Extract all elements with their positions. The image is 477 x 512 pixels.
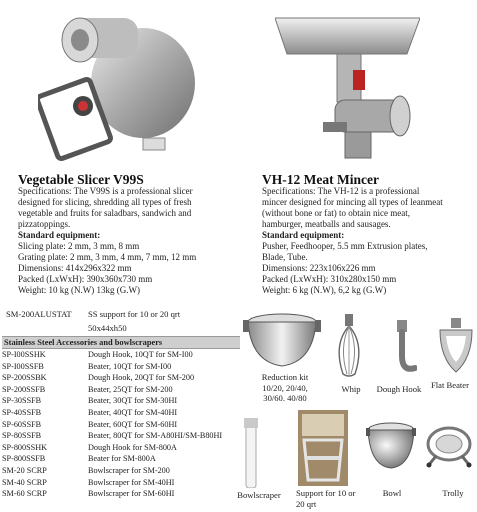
trolly-caption: Trolly — [442, 488, 464, 498]
accessory-row — [2, 477, 240, 489]
accessories-rows — [2, 349, 240, 500]
accessory-code: SM-20 SCRP — [2, 465, 47, 475]
slicer-spec-line: vegetable and fruits for saladbars, sandwich and — [18, 208, 192, 218]
support-description: SS support for 10 or 20 qrt — [88, 309, 181, 319]
mincer-specs — [262, 186, 443, 296]
bowl-caption: Bowl — [382, 488, 402, 498]
slicer-equipment-line: Slicing plate: 2 mm, 3 mm, 8 mm — [18, 241, 140, 251]
accessory-description: Beater, 40QT for SM-40HI — [88, 407, 178, 417]
accessory-row — [2, 372, 240, 384]
slicer-equipment-label: Standard equipment: — [18, 230, 101, 240]
flat-beater-caption: Flat Beater — [431, 380, 469, 390]
mincer-equipment-label: Standard equipment: — [262, 230, 345, 240]
accessory-description: Dough Hook, 20QT for SM-200 — [88, 373, 195, 383]
accessory-code: SP-200SSBK — [2, 373, 47, 383]
support-image — [298, 410, 348, 486]
accessories-table — [2, 336, 240, 500]
accessory-row — [2, 419, 240, 431]
slicer-spec-line: Specifications: The V99S is a professional slicer — [18, 186, 193, 196]
dough-hook-image — [387, 320, 417, 374]
reduction-kit-caption: Reduction kit 10/20, 20/40, 30/60. 40/80 — [261, 372, 309, 403]
accessory-code: SP-800SSFB — [2, 454, 46, 464]
accessory-row — [2, 453, 240, 465]
accessory-description: Beater, 25QT for SM-200 — [88, 384, 173, 394]
mincer-spec-line: (without bone or fat) to obtain nice meat, — [262, 208, 410, 218]
slicer-equipment-line: Packed (LxWxH): 390x360x730 mm — [18, 274, 153, 284]
accessory-code: SP-800SSHK — [2, 442, 48, 452]
accessory-code: SP-40SSFB — [2, 407, 42, 417]
meat-mincer-image — [275, 14, 420, 164]
accessory-row — [2, 395, 240, 407]
accessory-row — [2, 430, 240, 442]
reduction-kit-image — [243, 312, 321, 370]
whip-image — [333, 314, 365, 378]
slicer-equipment-line: Dimensions: 414x296x322 mm — [18, 263, 132, 273]
mincer-equipment-line: Packed (LxWxH): 310x280x150 mm — [262, 274, 397, 284]
bowl-image — [366, 420, 416, 472]
accessory-description: Dough Hook, 10QT for SM-I00 — [88, 350, 193, 359]
accessory-description: Beater, 30QT for SM-30HI — [88, 396, 178, 406]
accessory-row — [2, 349, 240, 361]
accessory-code: SP-I00SSHK — [2, 350, 46, 359]
accessory-row — [2, 465, 240, 477]
mincer-equipment-line: Weight: 6 kg (N.W), 6,2 kg (G.W) — [262, 285, 387, 295]
accessory-row — [2, 407, 240, 419]
slicer-specs — [18, 186, 196, 296]
accessory-row — [2, 442, 240, 454]
mincer-equipment-line: Pusher, Feedhooper, 5.5 mm Extrusion plates, — [262, 241, 428, 251]
flat-beater-image — [436, 318, 476, 374]
slicer-spec-line: designed for slicing, shredding all types of fresh — [18, 197, 192, 207]
accessory-description: Beater, 80QT for SM-A80HI/SM-B80HI — [88, 431, 223, 441]
dough-hook-caption: Dough Hook — [376, 384, 422, 394]
mincer-title: VH-12 Meat Mincer — [262, 172, 379, 187]
support-code: SM-200ALUSTAT — [6, 309, 72, 319]
accessory-row — [2, 488, 240, 500]
mincer-equipment-line: Blade, Tube. — [262, 252, 308, 262]
bowlscraper-caption: Bowlscraper — [237, 490, 281, 500]
whip-caption: Whip — [341, 384, 361, 394]
accessory-description: Dough Hook for SM-800A — [88, 442, 177, 452]
mincer-equipment-line: Dimensions: 223x106x226 mm — [262, 263, 376, 273]
trolly-image — [426, 420, 472, 468]
accessories-header: Stainless Steel Accessories and bowlscrapers — [2, 336, 240, 349]
mincer-spec-line: hamburger, meatballs and sausages. — [262, 219, 391, 229]
accessory-code: SP-200SSFB — [2, 384, 46, 394]
slicer-spec-line: pizzatoppings. — [18, 219, 71, 229]
accessory-description: Bowlscraper for SM-40HI — [88, 477, 175, 487]
slicer-equipment-line: Weight: 10 kg (N.W) 13kg (G.W) — [18, 285, 140, 295]
accessory-description: Bowlscraper for SM-200 — [88, 465, 170, 475]
accessory-row — [2, 361, 240, 373]
accessory-code: SP-60SSFB — [2, 419, 42, 429]
accessory-description: Beater, 60QT for SM-60HI — [88, 419, 178, 429]
support-dimensions: 50x44xh50 — [88, 323, 127, 333]
accessory-code: SP-30SSFB — [2, 396, 42, 406]
support-caption: Support for 10 or 20 qrt — [296, 488, 356, 509]
mincer-spec-line: Specifications: The VH-12 is a professional — [262, 186, 420, 196]
bowlscraper-image — [238, 418, 264, 488]
accessory-description: Bowlscraper for SM-60HI — [88, 489, 175, 499]
slicer-title: Vegetable Slicer V99S — [18, 172, 144, 187]
accessory-code: SM-40 SCRP — [2, 477, 47, 487]
mincer-spec-line: mincer designed for mincing all types of leanmeat — [262, 197, 443, 207]
accessory-code: SP-80SSFB — [2, 431, 42, 441]
accessory-code: SP-I00SSFB — [2, 361, 44, 371]
accessory-row — [2, 384, 240, 396]
accessory-description: Beater, 10QT for SM-I00 — [88, 361, 172, 371]
accessory-description: Beater for SM-800A — [88, 454, 156, 464]
accessory-code: SM-60 SCRP — [2, 489, 47, 499]
vegetable-slicer-image — [38, 8, 198, 168]
slicer-equipment-line: Grating plate: 2 mm, 3 mm, 4 mm, 7 mm, 12 mm — [18, 252, 197, 262]
